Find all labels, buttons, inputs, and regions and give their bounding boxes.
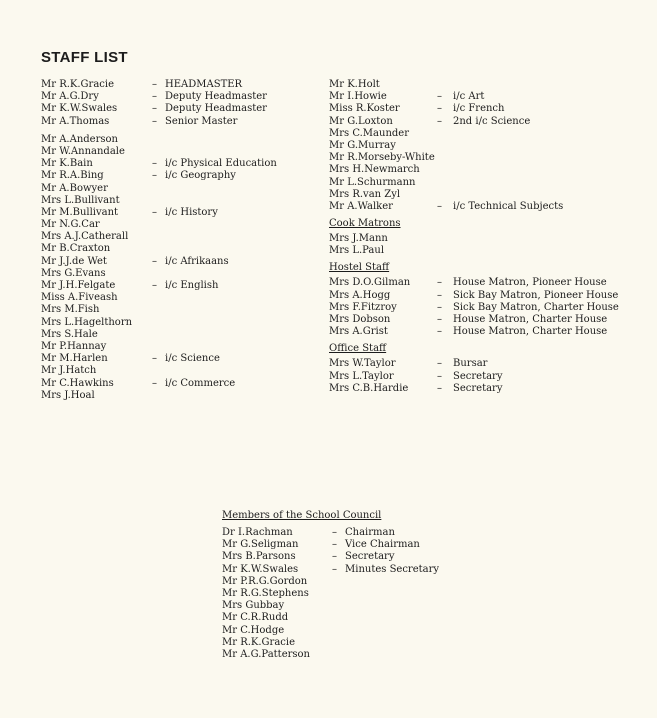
staff-name: Mr C.Hawkins (41, 377, 114, 389)
staff-row (329, 301, 619, 314)
staff-role: Chairman (345, 527, 395, 538)
dash-separator: – (332, 563, 337, 575)
staff-role: House Matron, Pioneer House (453, 277, 607, 289)
staff-name: Miss R.Koster (329, 103, 400, 115)
staff-row (329, 152, 435, 164)
staff-name: Mr B.Craxton (41, 243, 111, 255)
staff-name: Mrs L.Taylor (329, 370, 394, 382)
hostel-staff-list (329, 277, 619, 338)
staff-role: Secretary (345, 551, 395, 563)
staff-name: Mr C.R.Rudd (222, 612, 289, 624)
staff-name: Mrs R.van Zyl (329, 188, 401, 200)
dash-separator: – (332, 527, 337, 538)
staff-row (222, 649, 381, 661)
staff-name: Mr G.Seligman (222, 539, 299, 551)
staff-role: Sick Bay Matron, Charter House (453, 301, 619, 313)
dash-separator: – (437, 115, 442, 127)
staff-row (329, 233, 401, 245)
staff-name: Mrs L.Hagelthorn (41, 316, 133, 328)
staff-name: Mr C.Hodge (222, 624, 285, 636)
staff-role: Vice Chairman (345, 539, 420, 551)
staff-role: i/c Science (165, 353, 220, 365)
staff-name: Mr P.R.G.Gordon (222, 575, 308, 587)
dash-separator: – (437, 289, 442, 301)
staff-name: Mrs M.Fish (41, 304, 100, 316)
staff-row (222, 527, 395, 539)
staff-name: Mr M.Bullivant (41, 206, 119, 218)
staff-role: Secretary (453, 370, 503, 382)
staff-row (222, 625, 381, 637)
staff-role: House Matron, Charter House (453, 326, 608, 338)
staff-role: i/c History (165, 206, 218, 218)
staff-name: Mr G.Murray (329, 139, 396, 151)
staff-name: Mr K.Holt (329, 79, 380, 90)
dash-separator: – (332, 551, 337, 563)
dash-separator: – (437, 277, 442, 289)
staff-name: Mrs J.Mann (329, 233, 388, 245)
staff-row (222, 612, 381, 624)
staff-name: Mr P.Hannay (41, 340, 107, 352)
staff-name: Miss A.Fiveash (41, 292, 118, 304)
hostel-staff-heading: Hostel Staff (329, 262, 390, 274)
staff-name: Mr L.Schurmann (329, 176, 416, 188)
dash-separator: – (152, 158, 157, 170)
staff-name: Mr R.K.Gracie (222, 636, 296, 648)
staff-role: House Matron, Charter House (453, 314, 608, 325)
staff-row (222, 539, 420, 551)
staff-role: i/c Technical Subjects (453, 200, 564, 212)
staff-row (329, 164, 420, 176)
staff-name: Mr R.A.Bing (41, 170, 104, 182)
staff-role: i/c Geography (165, 170, 236, 182)
dash-separator: – (437, 200, 442, 212)
staff-row (329, 189, 401, 201)
staff-name: Mrs D.O.Gilman (329, 277, 411, 289)
dash-separator: – (152, 255, 157, 267)
page-title: STAFF LIST (41, 49, 128, 66)
staff-role: i/c English (165, 280, 219, 291)
dash-separator: – (437, 326, 442, 338)
staff-name: Mrs G.Evans (41, 267, 106, 279)
dash-separator: – (152, 377, 157, 389)
dash-separator: – (152, 280, 157, 291)
staff-name: Mrs A.Grist (329, 326, 388, 338)
dash-separator: – (437, 358, 442, 370)
dash-separator: – (437, 103, 442, 115)
staff-name: Mrs Gubbay (222, 600, 285, 612)
staff-row (329, 314, 608, 326)
staff-role: i/c Art (453, 91, 485, 103)
school-council-section (222, 509, 440, 661)
staff-row (329, 176, 416, 189)
staff-list-right-main (329, 79, 564, 213)
staff-role: Deputy Headmaster (165, 91, 267, 103)
staff-role: Bursar (453, 358, 488, 370)
staff-role: 2nd i/c Science (453, 115, 531, 127)
staff-name: Mrs S.Hale (41, 328, 98, 340)
staff-name: Mr K.W.Swales (222, 563, 299, 575)
dash-separator: – (437, 91, 442, 103)
office-staff-list (329, 358, 503, 395)
staff-name: Mr R.G.Stephens (222, 587, 309, 599)
dash-separator: – (437, 370, 442, 382)
staff-name: Mr A.G.Patterson (222, 648, 310, 660)
staff-row (329, 277, 607, 289)
staff-name: Mrs W.Taylor (329, 358, 396, 370)
staff-row (329, 289, 619, 302)
staff-row (222, 588, 381, 600)
office-staff-heading: Office Staff (329, 343, 387, 355)
dash-separator: – (152, 79, 157, 90)
cook-matrons-heading: Cook Matrons (329, 218, 401, 230)
staff-name: Mrs F.Fitzroy (329, 301, 397, 313)
staff-list-right-column (329, 79, 619, 395)
staff-name: Mr J.Hatch (41, 365, 97, 377)
staff-row (329, 200, 564, 213)
staff-row (329, 127, 409, 140)
staff-name: Mr A.G.Dry (41, 91, 99, 103)
dash-separator: – (152, 91, 157, 103)
staff-name: Mr A.Thomas (41, 115, 110, 127)
staff-name: Mr J.J.de Wet (41, 255, 107, 267)
dash-separator: – (152, 170, 157, 182)
staff-row (222, 563, 440, 576)
staff-row (222, 637, 381, 649)
dash-separator: – (152, 103, 157, 115)
dash-separator: – (152, 206, 157, 218)
staff-row (222, 576, 381, 588)
staff-name: Mr R.Morseby-White (329, 152, 435, 164)
staff-name: Mr J.H.Felgate (41, 280, 116, 291)
staff-name: Dr I.Rachman (222, 527, 293, 538)
staff-name: Mrs L.Bullivant (41, 194, 120, 206)
staff-name: Mr A.Anderson (41, 133, 118, 145)
staff-row (329, 382, 503, 395)
staff-name: Mr A.Bowyer (41, 182, 108, 194)
school-council-heading: Members of the School Council (222, 510, 382, 521)
staff-name: Mr K.W.Swales (41, 103, 118, 115)
staff-name: Mr A.Walker (329, 200, 393, 212)
staff-name: Mrs B.Parsons (222, 551, 296, 563)
dash-separator: – (437, 382, 442, 394)
staff-role: i/c Physical Education (165, 158, 277, 170)
staff-row (222, 551, 395, 563)
staff-row (329, 79, 401, 91)
staff-name: Mrs C.B.Hardie (329, 382, 409, 394)
staff-name: Mrs L.Paul (329, 245, 385, 257)
dash-separator: – (152, 115, 157, 127)
dash-separator: – (437, 314, 442, 325)
staff-row (329, 245, 401, 257)
dash-separator: – (332, 539, 337, 551)
staff-name: Mrs A.Hogg (329, 289, 391, 301)
staff-role: Deputy Headmaster (165, 103, 267, 115)
staff-name: Mrs Dobson (329, 314, 391, 325)
staff-role: Minutes Secretary (345, 563, 440, 575)
staff-row (329, 326, 608, 338)
staff-role: i/c Commerce (165, 377, 236, 389)
staff-name: Mr K.Bain (41, 158, 93, 170)
staff-name: Mrs A.J.Catherall (41, 231, 129, 243)
staff-row (329, 358, 488, 370)
staff-role: Senior Master (165, 115, 238, 127)
staff-name: Mr W.Annandale (41, 145, 125, 157)
staff-row (329, 140, 401, 152)
staff-name: Mr N.G.Car (41, 219, 100, 231)
dash-separator: – (152, 353, 157, 365)
staff-row (329, 370, 503, 383)
staff-row (222, 600, 381, 612)
staff-row (329, 115, 531, 128)
cook-matrons-list (329, 233, 401, 257)
staff-name: Mr G.Loxton (329, 115, 393, 127)
staff-role: Sick Bay Matron, Pioneer House (453, 289, 619, 301)
staff-name: Mr R.K.Gracie (41, 79, 115, 90)
staff-row (329, 103, 505, 115)
staff-role: i/c Afrikaans (165, 255, 229, 267)
staff-role: Secretary (453, 382, 503, 394)
dash-separator: – (437, 301, 442, 313)
staff-name: Mrs J.Hoal (41, 389, 95, 401)
staff-name: Mr I.Howie (329, 91, 387, 103)
staff-name: Mrs C.Maunder (329, 127, 409, 139)
school-council-list (222, 527, 440, 661)
staff-name: Mr M.Harlen (41, 353, 108, 365)
staff-row (329, 91, 485, 103)
staff-name: Mrs H.Newmarch (329, 164, 420, 176)
staff-role: HEADMASTER (165, 79, 243, 90)
staff-role: i/c French (453, 103, 505, 115)
